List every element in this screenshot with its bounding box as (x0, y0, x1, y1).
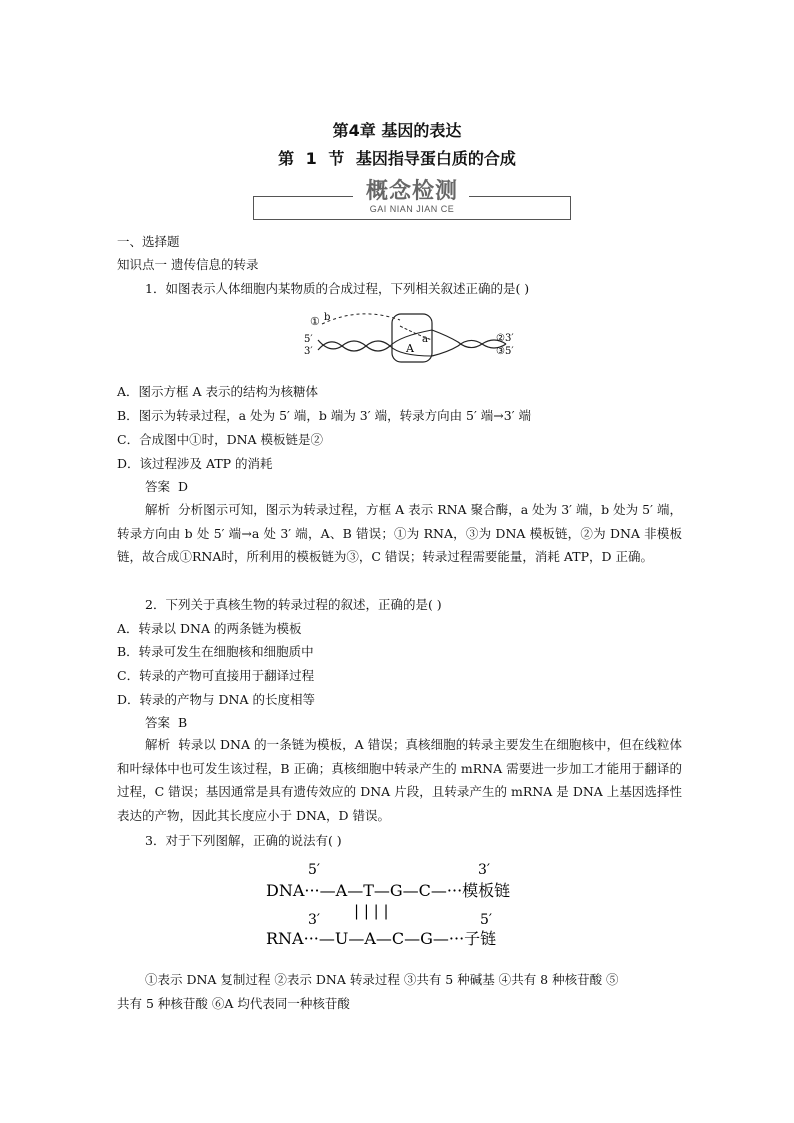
rna-row: RNA···—U—A—C—G—···子链 (266, 929, 497, 948)
rna-strand (322, 314, 400, 324)
q2-analysis (117, 733, 682, 827)
banner-subtitle: GAI NIAN JIAN CE (369, 204, 455, 214)
label-a: a (422, 334, 428, 345)
q1-option-b: B．图示为转录过程，a 处为 5′ 端，b 端为 3′ 端，转录方向由 5′ 端→3′ 端 (117, 408, 532, 423)
q2-answer-label: 答案 (145, 715, 171, 730)
dna-row: DNA···—A—T—G—C—···模板链 (266, 881, 511, 900)
q2-option-d: D．转录的产物与 DNA 的长度相等 (117, 692, 315, 707)
label-3prime: 3′ (304, 346, 313, 357)
q1-option-c: C．合成图中①时，DNA 模板链是② (117, 432, 324, 447)
dna-strand-right-2 (432, 340, 506, 356)
q2-analysis-label: 解析 (145, 737, 171, 752)
dna-strand-right-1 (432, 330, 506, 348)
q2-stem: 2．下列关于真核生物的转录过程的叙述，正确的是( ) (145, 597, 442, 612)
label-2-3prime: ②3′ (496, 333, 514, 344)
q1-transcription-diagram (300, 306, 528, 370)
q2-answer-value: B (177, 715, 188, 730)
q1-answer-value: D (177, 479, 188, 494)
section-title: 第 1 节 基因指导蛋白质的合成 (278, 149, 516, 168)
q1-answer-label: 答案 (145, 479, 171, 494)
bonds-row: | | | | (354, 902, 389, 920)
q2-option-a: A．转录以 DNA 的两条链为模板 (117, 621, 302, 636)
dna-strand-left-2 (318, 341, 390, 351)
label-3-5prime: ③5′ (496, 346, 514, 357)
q1-analysis-label: 解析 (145, 502, 171, 517)
q2-answer (145, 713, 710, 731)
q1-option-a: A．图示方框 A 表示的结构为核糖体 (117, 384, 319, 399)
q2-option-b: B．转录可发生在细胞核和细胞质中 (117, 644, 314, 659)
q1-option-d: D．该过程涉及 ATP 的消耗 (117, 456, 273, 471)
label-b: b (324, 312, 331, 323)
q3-stem: 3．对于下列图解，正确的说法有( ) (145, 833, 342, 848)
top-5prime: 5′ (308, 862, 321, 878)
q1-analysis-text: 分析图示可知，图示为转录过程，方框 A 表示 RNA 聚合酶，a 处为 3′ 端，b 处为 5′ 端，转录方向由 b 处 5′ 端→a 处 3′ 端，A、B 错误；①为 RNA，③为 DNA 模板链，②为 DNA 非模板链，故合成①RNA时，所利用的模板链为③，C 错误；转录过程需要能量，消耗 ATP，D 正确。 (117, 502, 682, 565)
mid-5prime: 5′ (480, 912, 493, 928)
q2-analysis-text: 转录以 DNA 的一条链为模板，A 错误；真核细胞的转录主要发生在细胞核中，但在线粒体和叶绿体中也可发生该过程，B 正确；真核细胞中转录产生的 mRNA 需要进一步加工才能用于翻译的过程，C 错误；基因通常是具有遗传效应的 DNA 片段，且转录产生的 mRNA 是 DNA 上基因选择性表达的产物，因此其长度应小于 DNA，D 错误。 (117, 737, 683, 823)
top-3prime: 3′ (478, 862, 491, 878)
q3-base-pairing-diagram (262, 858, 552, 954)
concept-check-banner (253, 174, 571, 222)
label-A: A (406, 342, 414, 355)
q2-option-c: C．转录的产物可直接用于翻译过程 (117, 668, 315, 683)
q1-analysis (117, 498, 682, 569)
q1-stem: 1．如图表示人体细胞内某物质的合成过程，下列相关叙述正确的是( ) (145, 281, 530, 296)
knowledge-point: 知识点一 遗传信息的转录 (117, 257, 259, 272)
q3-options-line2: 共有 5 种核苷酸 ⑥A 均代表同一种核苷酸 (117, 996, 350, 1011)
section-type: 一、选择题 (117, 234, 180, 249)
q1-answer (145, 477, 710, 495)
label-5prime: 5′ (304, 334, 313, 345)
label-1: ① (310, 315, 320, 328)
banner-title: 概念检测 (365, 179, 458, 204)
mid-3prime: 3′ (308, 912, 321, 928)
q3-options-line1: ①表示 DNA 复制过程 ②表示 DNA 转录过程 ③共有 5 种碱基 ④共有 8 种核苷酸 ⑤ (145, 972, 619, 987)
chapter-title: 第4章 基因的表达 (332, 121, 462, 140)
